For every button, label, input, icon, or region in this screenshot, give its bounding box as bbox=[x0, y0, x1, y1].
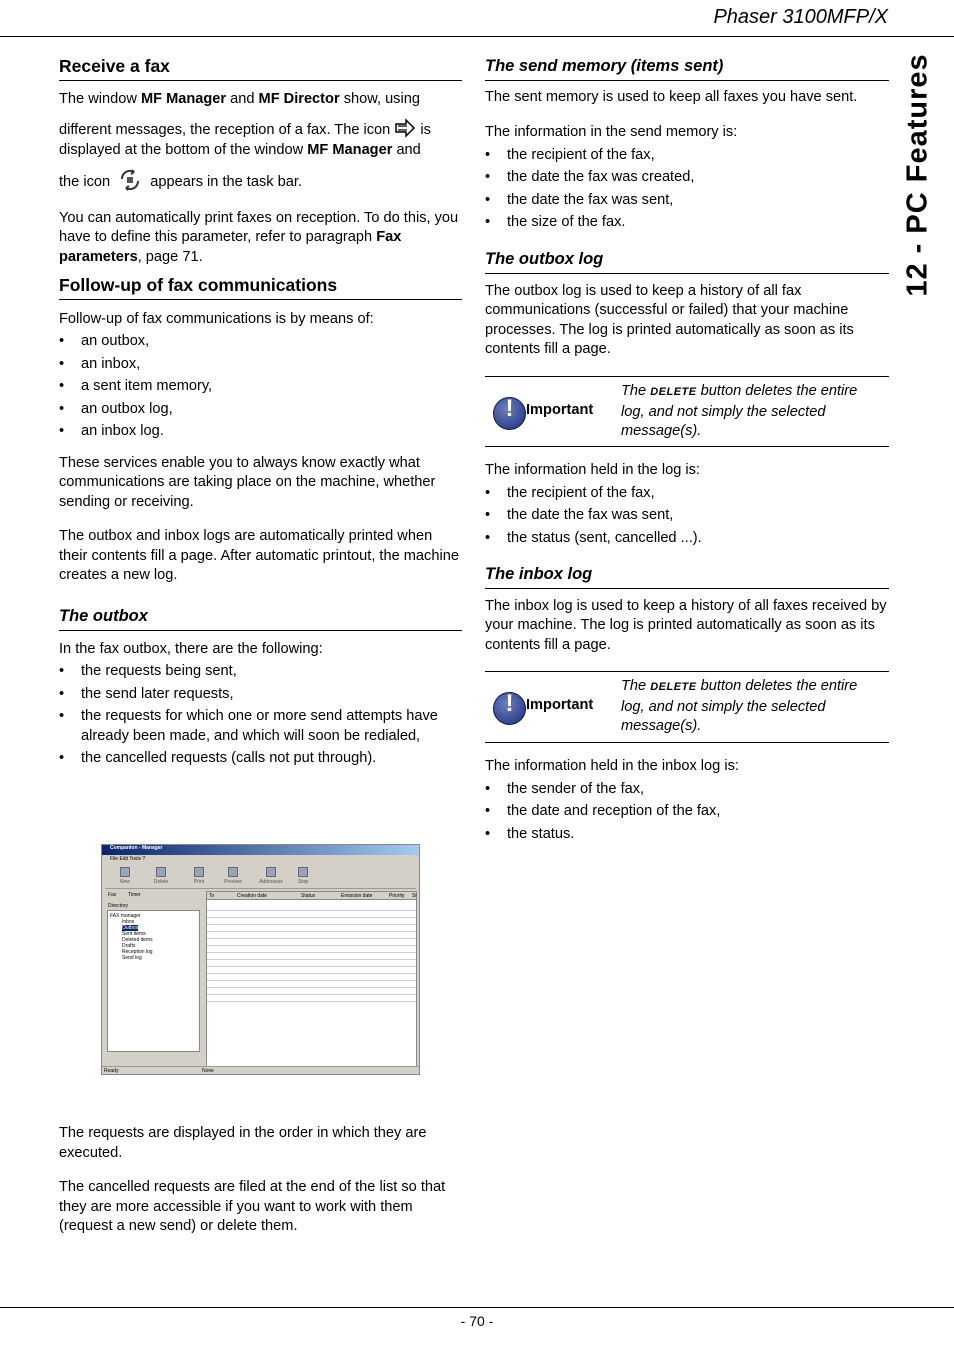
outbox-list bbox=[59, 662, 462, 769]
outlog-list bbox=[485, 484, 889, 549]
inlog-para-1: The inbox log is used to keep a history of all faxes received by your machine. The log is printed automatically as soon as its contents fill a page. bbox=[485, 597, 887, 653]
list-item: • the send later requests, bbox=[59, 685, 462, 705]
important-icon bbox=[493, 692, 526, 725]
list-item: • an outbox, bbox=[59, 332, 462, 352]
sendmem-heading: The send memory (items sent) bbox=[485, 57, 889, 81]
inlog-intro: The information held in the inbox log is: bbox=[485, 758, 739, 774]
chapter-tab-label: 12 - PC Features bbox=[901, 53, 934, 297]
new-tool-button: New bbox=[111, 867, 139, 885]
message-list bbox=[206, 891, 417, 1067]
outbox-heading: The outbox bbox=[59, 607, 462, 631]
tree-item: FAX manager bbox=[110, 913, 141, 919]
list-item: • the status. bbox=[485, 825, 889, 845]
menu-bar: File Edit Tools ? bbox=[110, 856, 146, 862]
print-tool-button: Print bbox=[185, 867, 213, 885]
inlog-list bbox=[485, 780, 889, 845]
tree-item-selected: Outbox bbox=[122, 925, 139, 931]
inlog-info bbox=[485, 757, 889, 847]
inlog-heading: The inbox log bbox=[485, 565, 889, 589]
header-rule bbox=[0, 36, 954, 37]
list-item: • the recipient of the fax, bbox=[485, 484, 889, 504]
outlog-section bbox=[485, 250, 889, 360]
followup-section bbox=[59, 276, 462, 586]
receive-section bbox=[59, 57, 462, 267]
list-item: • an outbox log, bbox=[59, 400, 462, 420]
outbox-intro: In the fax outbox, there are the following: bbox=[59, 640, 323, 657]
receive-para-1b: different messages, the reception of a fax. The icon is displayed at the bottom of the window MF Manager and bbox=[59, 118, 462, 160]
outlog-para-1: The outbox log is used to keep a history of all fax communications (successful or failed) that your machine processes. The log is printed automatically as soon as its contents fill a page. bbox=[485, 282, 854, 357]
footer-rule bbox=[0, 1307, 954, 1308]
followup-heading: Follow-up of fax communications bbox=[59, 276, 462, 300]
list-item: • the cancelled requests (calls not put through). bbox=[59, 749, 462, 769]
folder-tree bbox=[107, 910, 200, 1052]
outbox-closing bbox=[59, 1124, 462, 1237]
list-item: • an inbox log. bbox=[59, 422, 462, 442]
outbox-para-1: The requests are displayed in the order in which they are executed. bbox=[59, 1125, 427, 1161]
toolbar bbox=[105, 865, 416, 889]
status-bar: Ready None bbox=[102, 1066, 419, 1074]
list-item: • the status (sent, cancelled ...). bbox=[485, 529, 889, 549]
followup-intro: Follow-up of fax communications is by means of: bbox=[59, 310, 374, 327]
list-item: • an inbox, bbox=[59, 355, 462, 375]
chapter-tab bbox=[888, 53, 948, 300]
sendmem-section bbox=[485, 57, 889, 236]
followup-para-1: These services enable you to always know exactly what communications are taking place on the machine, whether sending or receiving. bbox=[59, 454, 436, 510]
important-icon bbox=[493, 397, 526, 430]
important-text: The DELETE button deletes the entire log, and not simply the selected message(s). bbox=[621, 678, 858, 734]
inlog-important-note bbox=[485, 671, 889, 743]
outlog-intro: The information held in the log is: bbox=[485, 462, 700, 478]
sendmem-intro: The information in the send memory is: bbox=[485, 124, 738, 140]
receive-heading: Receive a fax bbox=[59, 57, 462, 81]
important-label: Important bbox=[526, 402, 594, 418]
inlog-section bbox=[485, 565, 889, 655]
delete-tool-button: Delete bbox=[147, 867, 175, 885]
header-title: Phaser 3100MFP/X bbox=[713, 6, 888, 28]
preview-tool-button: Preview bbox=[219, 867, 247, 885]
outlog-heading: The outbox log bbox=[485, 250, 889, 274]
followup-para-2: The outbox and inbox logs are automatically printed when their contents fill a page. After automatic printout, the machine creates a new log. bbox=[59, 528, 459, 583]
tree-header: Directory bbox=[108, 903, 129, 909]
tree-item: Reception log bbox=[122, 949, 153, 955]
list-item: • a sent item memory, bbox=[59, 377, 462, 397]
fax-reception-icon bbox=[394, 118, 416, 138]
tree-item: Inbox bbox=[122, 919, 135, 925]
tab-timer: Timer bbox=[128, 892, 141, 898]
sendmem-list bbox=[485, 146, 889, 233]
list-item: • the date the fax was sent, bbox=[485, 506, 889, 526]
companion-manager-screenshot bbox=[101, 844, 420, 1075]
tree-item: Deleted items bbox=[122, 937, 153, 943]
sendmem-para-1: The sent memory is used to keep all faxes you have sent. bbox=[485, 88, 858, 105]
followup-list bbox=[59, 332, 462, 442]
outbox-section bbox=[59, 607, 462, 772]
stop-tool-button: Stop bbox=[289, 867, 317, 885]
important-label: Important bbox=[526, 697, 594, 713]
list-item: • the sender of the fax, bbox=[485, 780, 889, 800]
outlog-important-note bbox=[485, 376, 889, 447]
list-item: • the date the fax was created, bbox=[485, 168, 889, 188]
list-header: To Creation date Status Emission date Priority Si bbox=[209, 893, 417, 899]
tree-item: Sent items bbox=[122, 931, 146, 937]
taskbar-fax-icon bbox=[118, 169, 142, 191]
receive-para-2: You can automatically print faxes on reception. To do this, you have to define this parameter, refer to paragraph Fax parameters, page 71. bbox=[59, 209, 459, 265]
outlog-info bbox=[485, 461, 889, 551]
page-number: - 70 - bbox=[460, 1313, 494, 1329]
list-item: • the size of the fax. bbox=[485, 213, 889, 233]
tab-fax: Fax bbox=[108, 892, 117, 898]
window-title: Companion - Manager bbox=[102, 845, 419, 855]
receive-para-1: The window MF Manager and MF Director show, using bbox=[59, 90, 420, 107]
list-item: • the recipient of the fax, bbox=[485, 146, 889, 166]
list-item: • the requests being sent, bbox=[59, 662, 462, 682]
outbox-para-2: The cancelled requests are filed at the end of the list so that they are more accessible if you want to work with them (request a new send) or delete them. bbox=[59, 1179, 446, 1234]
receive-para-1c: the icon appears in the task bar. bbox=[59, 169, 462, 193]
important-text: The DELETE button deletes the entire log, and not simply the selected message(s). bbox=[621, 383, 858, 439]
list-item: • the requests for which one or more send attempts have already been made, and which will soon be redialed, bbox=[59, 707, 462, 746]
list-item: • the date the fax was sent, bbox=[485, 191, 889, 211]
addresses-tool-button: Addresses bbox=[257, 867, 285, 885]
tree-item: Send log bbox=[122, 955, 142, 961]
tree-item: Drafts bbox=[122, 943, 136, 949]
list-item: • the date and reception of the fax, bbox=[485, 802, 889, 822]
